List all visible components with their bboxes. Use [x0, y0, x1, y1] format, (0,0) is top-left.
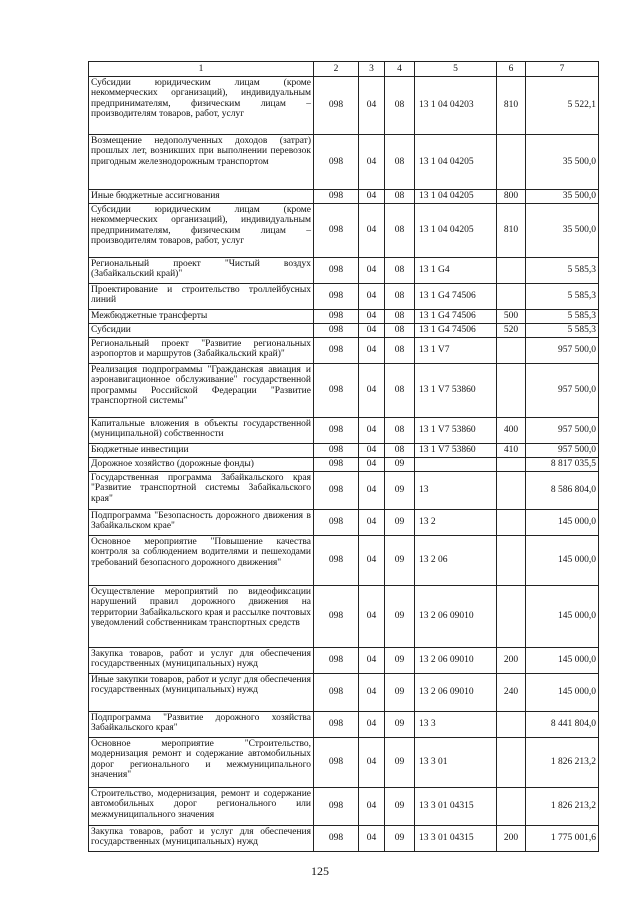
- amount-cell: 1 826 213,2: [526, 738, 599, 788]
- expense-type-cell: [497, 135, 526, 190]
- subsection-cell: 08: [385, 364, 415, 418]
- table-row: [89, 712, 599, 738]
- amount-cell: 145 000,0: [526, 648, 599, 674]
- subsection-cell: 09: [385, 458, 415, 472]
- header-cell-col3: 3: [359, 62, 385, 77]
- table-row: [89, 472, 599, 510]
- table-row: [89, 338, 599, 364]
- admin-code-cell: 098: [314, 510, 359, 536]
- expense-type-cell: [497, 586, 526, 648]
- target-article-cell: 13 1 04 04205: [415, 190, 497, 204]
- section-cell: 04: [359, 444, 385, 458]
- subsection-cell: 08: [385, 338, 415, 364]
- expense-type-cell: [497, 284, 526, 310]
- target-article-cell: 13 3 01: [415, 738, 497, 788]
- row-name-cell: Дорожное хозяйство (дорожные фонды): [89, 458, 314, 472]
- section-cell: 04: [359, 788, 385, 826]
- row-name-cell: Иные бюджетные ассигнования: [89, 190, 314, 204]
- table-row: [89, 536, 599, 586]
- admin-code-cell: 098: [314, 364, 359, 418]
- section-cell: 04: [359, 674, 385, 712]
- table-row: [89, 135, 599, 190]
- amount-cell: 957 500,0: [526, 418, 599, 444]
- table-row: [89, 190, 599, 204]
- amount-cell: 957 500,0: [526, 338, 599, 364]
- amount-cell: 35 500,0: [526, 190, 599, 204]
- amount-cell: 145 000,0: [526, 510, 599, 536]
- admin-code-cell: 098: [314, 444, 359, 458]
- expense-type-cell: 810: [497, 204, 526, 258]
- admin-code-cell: 098: [314, 674, 359, 712]
- table-row: [89, 826, 599, 852]
- amount-cell: 5 522,1: [526, 77, 599, 135]
- section-cell: 04: [359, 135, 385, 190]
- subsection-cell: 08: [385, 284, 415, 310]
- admin-code-cell: 098: [314, 826, 359, 852]
- row-name-cell: Иные закупки товаров, работ и услуг для обеспечения государственных (муниципальных) нужд: [89, 674, 314, 712]
- section-cell: 04: [359, 712, 385, 738]
- expense-type-cell: 200: [497, 826, 526, 852]
- table-row: [89, 364, 599, 418]
- expense-type-cell: 200: [497, 648, 526, 674]
- row-name-cell: Субсидии юридическим лицам (кроме некоммерческих организаций), индивидуальным предпринимателям, физическим лицам – производителям товаров, работ, услуг: [89, 204, 314, 258]
- table-row: [89, 444, 599, 458]
- subsection-cell: 09: [385, 738, 415, 788]
- table-row: [89, 204, 599, 258]
- table-row: [89, 510, 599, 536]
- amount-cell: 1 826 213,2: [526, 788, 599, 826]
- target-article-cell: 13 3: [415, 712, 497, 738]
- target-article-cell: 13 3 01 04315: [415, 788, 497, 826]
- subsection-cell: 09: [385, 648, 415, 674]
- section-cell: 04: [359, 510, 385, 536]
- admin-code-cell: 098: [314, 324, 359, 338]
- table-row: [89, 310, 599, 324]
- admin-code-cell: 098: [314, 418, 359, 444]
- target-article-cell: 13 2 06 09010: [415, 674, 497, 712]
- amount-cell: 8 586 804,0: [526, 472, 599, 510]
- table-row: [89, 788, 599, 826]
- section-cell: 04: [359, 738, 385, 788]
- admin-code-cell: 098: [314, 458, 359, 472]
- table-row: [89, 418, 599, 444]
- admin-code-cell: 098: [314, 284, 359, 310]
- table-row: [89, 324, 599, 338]
- section-cell: 04: [359, 458, 385, 472]
- expense-type-cell: 240: [497, 674, 526, 712]
- expense-type-cell: [497, 364, 526, 418]
- expense-type-cell: 400: [497, 418, 526, 444]
- amount-cell: 145 000,0: [526, 586, 599, 648]
- target-article-cell: 13 1 G4 74506: [415, 284, 497, 310]
- header-cell-col2: 2: [314, 62, 359, 77]
- section-cell: 04: [359, 338, 385, 364]
- target-article-cell: 13 2 06: [415, 536, 497, 586]
- target-article-cell: 13 3 01 04315: [415, 826, 497, 852]
- expense-type-cell: 520: [497, 324, 526, 338]
- admin-code-cell: 098: [314, 648, 359, 674]
- section-cell: 04: [359, 258, 385, 284]
- admin-code-cell: 098: [314, 472, 359, 510]
- amount-cell: 145 000,0: [526, 536, 599, 586]
- amount-cell: 5 585,3: [526, 324, 599, 338]
- row-name-cell: Основное мероприятие "Строительство, модернизация ремонт и содержание автомобильных дорог регионального и межмуниципального значения": [89, 738, 314, 788]
- amount-cell: 5 585,3: [526, 284, 599, 310]
- subsection-cell: 09: [385, 674, 415, 712]
- subsection-cell: 08: [385, 190, 415, 204]
- section-cell: 04: [359, 472, 385, 510]
- admin-code-cell: 098: [314, 190, 359, 204]
- section-cell: 04: [359, 204, 385, 258]
- admin-code-cell: 098: [314, 586, 359, 648]
- section-cell: 04: [359, 310, 385, 324]
- admin-code-cell: 098: [314, 77, 359, 135]
- row-name-cell: Субсидии: [89, 324, 314, 338]
- subsection-cell: 09: [385, 472, 415, 510]
- admin-code-cell: 098: [314, 738, 359, 788]
- row-name-cell: Осуществление мероприятий по видеофиксации нарушений правил дорожного движения на территории Забайкальского края и рассылке почтовых уведомлений собственникам транспортных средств: [89, 586, 314, 648]
- subsection-cell: 08: [385, 444, 415, 458]
- page-number: 125: [311, 864, 329, 878]
- section-cell: 04: [359, 324, 385, 338]
- target-article-cell: [415, 458, 497, 472]
- target-article-cell: 13 1 G4: [415, 258, 497, 284]
- admin-code-cell: 098: [314, 135, 359, 190]
- row-name-cell: Подпрограмма "Безопасность дорожного движения в Забайкальском крае": [89, 510, 314, 536]
- table-row: [89, 648, 599, 674]
- section-cell: 04: [359, 418, 385, 444]
- row-name-cell: Региональный проект "Развитие региональных аэропортов и маршрутов (Забайкальский край)": [89, 338, 314, 364]
- expense-type-cell: [497, 258, 526, 284]
- target-article-cell: 13 1 04 04203: [415, 77, 497, 135]
- subsection-cell: 08: [385, 324, 415, 338]
- amount-cell: 145 000,0: [526, 674, 599, 712]
- header-cell-col6: 6: [497, 62, 526, 77]
- expense-type-cell: [497, 738, 526, 788]
- target-article-cell: 13 2 06 09010: [415, 648, 497, 674]
- table-row: [89, 77, 599, 135]
- row-name-cell: Региональный проект "Чистый воздух (Забайкальский край)": [89, 258, 314, 284]
- admin-code-cell: 098: [314, 338, 359, 364]
- expense-type-cell: 810: [497, 77, 526, 135]
- table-row: [89, 458, 599, 472]
- amount-cell: 957 500,0: [526, 444, 599, 458]
- row-name-cell: Капитальные вложения в объекты государственной (муниципальной) собственности: [89, 418, 314, 444]
- row-name-cell: Закупка товаров, работ и услуг для обеспечения государственных (муниципальных) нужд: [89, 648, 314, 674]
- expense-type-cell: [497, 712, 526, 738]
- amount-cell: 8 817 035,5: [526, 458, 599, 472]
- header-cell-col5: 5: [415, 62, 497, 77]
- subsection-cell: 09: [385, 826, 415, 852]
- budget-table: [88, 61, 599, 852]
- target-article-cell: 13 1 G4 74506: [415, 324, 497, 338]
- amount-cell: 957 500,0: [526, 364, 599, 418]
- row-name-cell: Межбюджетные трансферты: [89, 310, 314, 324]
- amount-cell: 8 441 804,0: [526, 712, 599, 738]
- admin-code-cell: 098: [314, 204, 359, 258]
- admin-code-cell: 098: [314, 310, 359, 324]
- row-name-cell: Основное мероприятие "Повышение качества контроля за соблюдением водителями и пешеходами требований безопасного дорожного движения": [89, 536, 314, 586]
- section-cell: 04: [359, 536, 385, 586]
- admin-code-cell: 098: [314, 788, 359, 826]
- section-cell: 04: [359, 826, 385, 852]
- admin-code-cell: 098: [314, 712, 359, 738]
- header-cell-col4: 4: [385, 62, 415, 77]
- subsection-cell: 09: [385, 586, 415, 648]
- table-body: [89, 62, 599, 852]
- target-article-cell: 13 1 04 04205: [415, 135, 497, 190]
- subsection-cell: 08: [385, 77, 415, 135]
- target-article-cell: 13 1 V7 53860: [415, 444, 497, 458]
- section-cell: 04: [359, 77, 385, 135]
- section-cell: 04: [359, 190, 385, 204]
- target-article-cell: 13: [415, 472, 497, 510]
- header-cell-col1: 1: [89, 62, 314, 77]
- row-name-cell: Проектирование и строительство троллейбусных линий: [89, 284, 314, 310]
- target-article-cell: 13 1 V7 53860: [415, 418, 497, 444]
- subsection-cell: 08: [385, 135, 415, 190]
- subsection-cell: 09: [385, 712, 415, 738]
- expense-type-cell: [497, 472, 526, 510]
- header-cell-col7: 7: [526, 62, 599, 77]
- expense-type-cell: [497, 510, 526, 536]
- amount-cell: 35 500,0: [526, 204, 599, 258]
- row-name-cell: Субсидии юридическим лицам (кроме некоммерческих организаций), индивидуальным предпринимателям, физическим лицам – производителям товаров, работ, услуг: [89, 77, 314, 135]
- amount-cell: 5 585,3: [526, 310, 599, 324]
- target-article-cell: 13 1 G4 74506: [415, 310, 497, 324]
- table-row: [89, 738, 599, 788]
- section-cell: 04: [359, 284, 385, 310]
- subsection-cell: 08: [385, 418, 415, 444]
- row-name-cell: Подпрограмма "Развитие дорожного хозяйства Забайкальского края": [89, 712, 314, 738]
- subsection-cell: 09: [385, 536, 415, 586]
- expense-type-cell: 500: [497, 310, 526, 324]
- expense-type-cell: 410: [497, 444, 526, 458]
- expense-type-cell: [497, 788, 526, 826]
- table-row: [89, 586, 599, 648]
- section-cell: 04: [359, 586, 385, 648]
- amount-cell: 35 500,0: [526, 135, 599, 190]
- amount-cell: 1 775 001,6: [526, 826, 599, 852]
- row-name-cell: Государственная программа Забайкальского края "Развитие транспортной системы Забайкальского края": [89, 472, 314, 510]
- expense-type-cell: 800: [497, 190, 526, 204]
- target-article-cell: 13 1 V7 53860: [415, 364, 497, 418]
- expense-type-cell: [497, 338, 526, 364]
- row-name-cell: Реализация подпрограммы "Гражданская авиация и аэронавигационное обслуживание" государственной программы Российской Федерации "Развитие транспортной системы": [89, 364, 314, 418]
- section-cell: 04: [359, 648, 385, 674]
- table-row: [89, 674, 599, 712]
- subsection-cell: 08: [385, 258, 415, 284]
- target-article-cell: 13 2: [415, 510, 497, 536]
- admin-code-cell: 098: [314, 258, 359, 284]
- section-cell: 04: [359, 364, 385, 418]
- row-name-cell: Бюджетные инвестиции: [89, 444, 314, 458]
- row-name-cell: Возмещение недополученных доходов (затрат) прошлых лет, возникших при выполнении перевозок пригодным железнодорожным транспортом: [89, 135, 314, 190]
- subsection-cell: 09: [385, 510, 415, 536]
- row-name-cell: Строительство, модернизация, ремонт и содержание автомобильных дорог регионального или межмуниципального значения: [89, 788, 314, 826]
- expense-type-cell: [497, 536, 526, 586]
- admin-code-cell: 098: [314, 536, 359, 586]
- amount-cell: 5 585,3: [526, 258, 599, 284]
- expense-type-cell: [497, 458, 526, 472]
- subsection-cell: 08: [385, 310, 415, 324]
- target-article-cell: 13 1 04 04205: [415, 204, 497, 258]
- table-header-row: [89, 62, 599, 77]
- table-row: [89, 258, 599, 284]
- target-article-cell: 13 1 V7: [415, 338, 497, 364]
- target-article-cell: 13 2 06 09010: [415, 586, 497, 648]
- row-name-cell: Закупка товаров, работ и услуг для обеспечения государственных (муниципальных) нужд: [89, 826, 314, 852]
- subsection-cell: 08: [385, 204, 415, 258]
- subsection-cell: 09: [385, 788, 415, 826]
- table-row: [89, 284, 599, 310]
